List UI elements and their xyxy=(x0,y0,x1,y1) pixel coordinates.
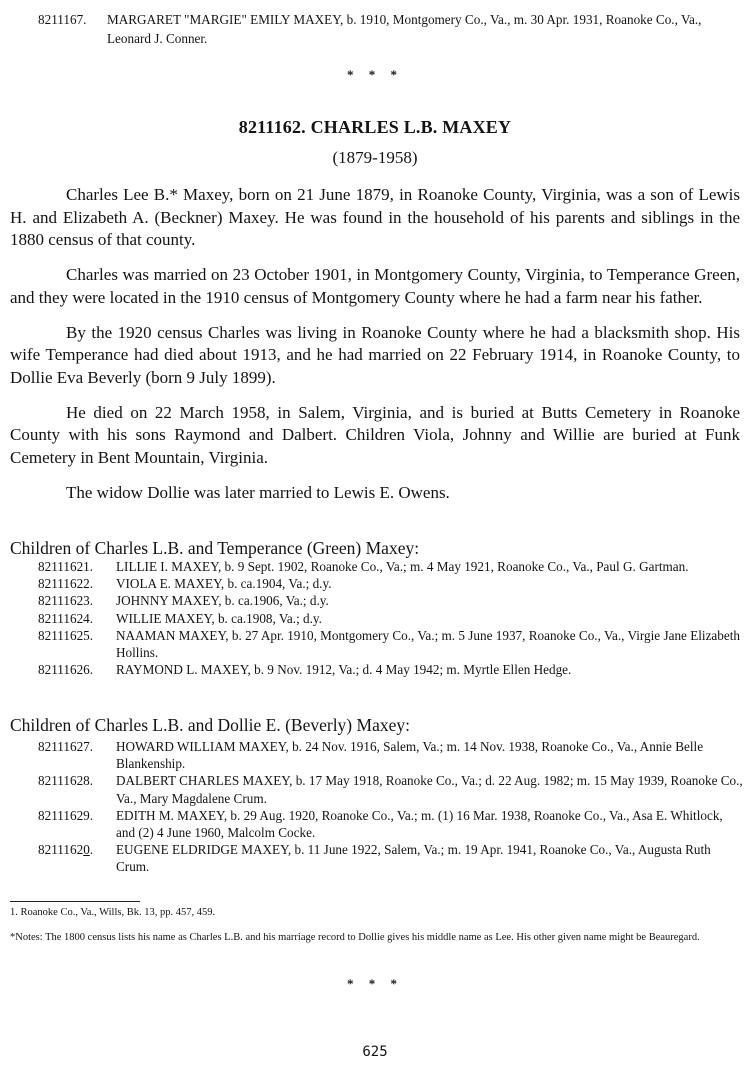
footnote-divider xyxy=(10,901,140,902)
section-years: (1879-1958) xyxy=(332,148,418,167)
child-entry xyxy=(38,627,743,661)
child-number-suffix: . xyxy=(89,842,94,858)
child-number: 82111622. xyxy=(38,576,94,592)
child-text: JOHNNY MAXEY, b. ca.1906, Va.; d.y. xyxy=(116,593,329,609)
child-entry xyxy=(38,772,743,806)
paragraph: The widow Dollie was later married to Lewis E. Owens. xyxy=(66,482,450,502)
notes: *Notes: The 1800 census lists his name as Charles L.B. and his marriage record to Dollie gives his middle name as Lee. His other given name might be Beauregard. xyxy=(10,932,700,943)
child-entry xyxy=(38,558,743,575)
section-separator: * * * xyxy=(347,976,403,991)
page-number: 625 xyxy=(362,1044,388,1060)
paragraph: By the 1920 census Charles was living in Roanoke County where he had a blacksmith shop. His wife Temperance had died about 1913, and he had married on 22 February 1914, in Roanoke County, to Dollie Eva Beverly (born 9 July 1899). xyxy=(10,322,740,387)
previous-entry xyxy=(38,10,743,48)
child-entry xyxy=(38,661,743,678)
paragraph: Charles Lee B.* Maxey, born on 21 June 1879, in Roanoke County, Virginia, was a son of Lewis H. and Elizabeth A. (Beckner) Maxey. He was found in the household of his parents and siblings in the 1880 census of that county. xyxy=(10,185,740,249)
children-list xyxy=(38,558,743,678)
child-text: WILLIE MAXEY, b. ca.1908, Va.; d.y. xyxy=(116,610,322,626)
child-number-underlined-digit: 0 xyxy=(83,842,90,858)
child-text: LILLIE I. MAXEY, b. 9 Sept. 1902, Roanoke Co., Va.; m. 4 May 1921, Roanoke Co., Va., Paul G. Gartman. xyxy=(116,559,689,574)
paragraph: Charles was married on 23 October 1901, in Montgomery County, Virginia, to Temperance Green, and they were located in the 1910 census of Montgomery County where he had a farm near his father. xyxy=(10,265,740,307)
child-text: NAAMAN MAXEY, b. 27 Apr. 1910, Montgomery Co., Va.; m. 5 June 1937, Roanoke Co., Va., Virgie Jane Elizabeth Hollins. xyxy=(116,627,740,661)
child-entry xyxy=(38,592,743,609)
paragraph: He died on 22 March 1958, in Salem, Virginia, and is buried at Butts Cemetery in Roanoke County with his sons Raymond and Dalbert. Children Viola, Johnny and Willie are buried at Funk Cemetery in Bent Mountain, Virginia. xyxy=(10,402,740,467)
child-entry xyxy=(38,807,743,841)
children-list xyxy=(38,738,743,876)
child-number xyxy=(38,841,93,858)
child-number: 82111621. xyxy=(38,559,94,574)
children-heading: Children of Charles L.B. and Dollie E. (Beverly) Maxey: xyxy=(10,715,410,735)
child-text: VIOLA E. MAXEY, b. ca.1904, Va.; d.y. xyxy=(116,576,332,592)
entry-text: MARGARET "MARGIE" EMILY MAXEY, b. 1910, Montgomery Co., Va., m. 30 Apr. 1931, Roanoke Co., Va., Leonard J. Conner. xyxy=(107,12,702,46)
child-number: 82111626. xyxy=(38,662,94,678)
child-number: 82111627. xyxy=(38,739,94,754)
child-text: RAYMOND L. MAXEY, b. 9 Nov. 1912, Va.; d. 4 May 1942; m. Myrtle Ellen Hedge. xyxy=(116,662,572,678)
child-entry xyxy=(38,610,743,627)
child-entry xyxy=(38,841,743,875)
section-separator: * * * xyxy=(347,67,403,82)
child-number: 82111624. xyxy=(38,610,94,626)
child-entry xyxy=(38,575,743,592)
child-number: 82111625. xyxy=(38,627,94,643)
child-entry xyxy=(38,738,743,772)
footnote: 1. Roanoke Co., Va., Wills, Bk. 13, pp. 457, 459. xyxy=(10,907,216,918)
section-title: 8211162. CHARLES L.B. MAXEY xyxy=(238,117,512,137)
child-text: EDITH M. MAXEY, b. 29 Aug. 1920, Roanoke Co., Va.; m. (1) 16 Mar. 1938, Roanoke Co., Va., Asa E. Whitlock, and (2) 4 June 1960, Malcolm Cocke. xyxy=(116,807,723,841)
child-number: 82111623. xyxy=(38,593,94,609)
child-number: 82111628. xyxy=(38,773,94,789)
child-number: 82111629. xyxy=(38,807,94,823)
child-text: EUGENE ELDRIDGE MAXEY, b. 11 June 1922, Salem, Va.; m. 19 Apr. 1941, Roanoke Co., Va., Augusta Ruth Crum. xyxy=(116,842,711,875)
child-text: DALBERT CHARLES MAXEY, b. 17 May 1918, Roanoke Co., Va.; d. 22 Aug. 1982; m. 15 May 1939, Roanoke Co., Va., Mary Magdalene Crum. xyxy=(116,773,743,806)
child-text: HOWARD WILLIAM MAXEY, b. 24 Nov. 1916, Salem, Va.; m. 14 Nov. 1938, Roanoke Co., Va., Annie Belle Blankenship. xyxy=(116,739,704,772)
child-number-main: 8211162 xyxy=(38,842,84,858)
biography-text xyxy=(10,184,740,517)
children-heading: Children of Charles L.B. and Temperance (Green) Maxey: xyxy=(10,538,420,558)
entry-number: 8211167. xyxy=(38,12,87,27)
